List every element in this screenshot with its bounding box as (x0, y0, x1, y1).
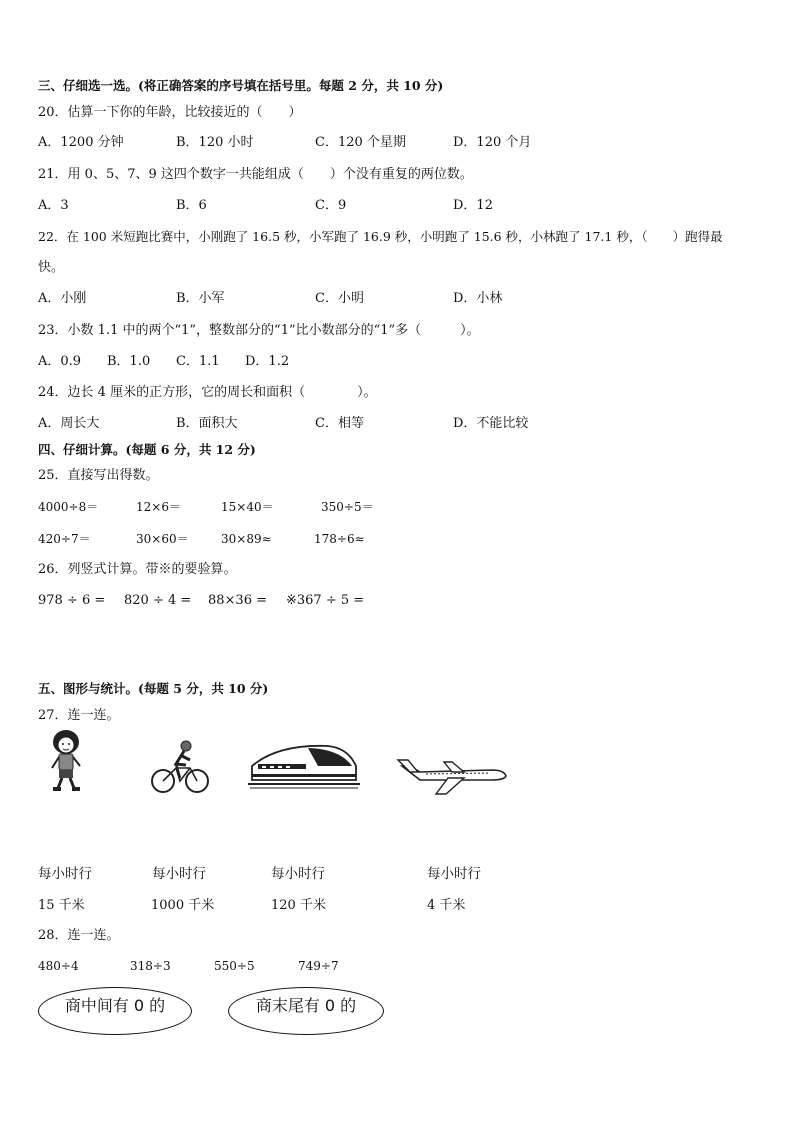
q28-item: 480÷4 (38, 959, 79, 973)
girl-walking-image (42, 728, 90, 794)
q21-option-c: C．9 (315, 198, 347, 213)
q22-text: 22．在 100 米短跑比赛中，小刚跑了 16.5 秒，小军跑了 16.9 秒，小明跑了 15.6 秒，小林跑了 17.1 秒，（ ）跑得最 (38, 229, 723, 244)
oval-middle-zero (38, 987, 192, 1035)
q20-option-a: A．1200 分钟 (38, 135, 124, 150)
q25-calc: 420÷7＝ (38, 532, 91, 546)
q24-option-d: D．不能比较 (453, 416, 529, 431)
cyclist-image (150, 738, 210, 796)
speed-value: 1000 千米 (151, 898, 215, 913)
speed-label: 每小时行 (271, 866, 325, 882)
speed-label: 每小时行 (427, 866, 481, 882)
q26-item: 978 ÷ 6 = (38, 593, 106, 608)
q24-text: 24．边长 4 厘米的正方形，它的周长和面积（ ）。 (38, 385, 377, 400)
q23-option-a: A．0.9 (38, 354, 82, 369)
q22-option-b: B．小军 (176, 291, 225, 306)
oval-end-zero (228, 987, 384, 1035)
q24-option-a: A．周长大 (38, 416, 100, 431)
q25-calc: 15×40＝ (221, 500, 274, 514)
speed-label: 每小时行 (38, 866, 92, 882)
q25-text: 25．直接写出得数。 (38, 468, 159, 483)
q22-option-a: A．小刚 (38, 291, 87, 306)
q26-item: 820 ÷ 4 = (124, 593, 192, 608)
section5-title: 五、图形与统计。(每题 5 分，共 10 分) (38, 681, 269, 696)
q22-text-cont: 快。 (38, 260, 65, 275)
q26-item: 88×36 = (208, 593, 268, 608)
speed-value: 4 千米 (427, 898, 466, 913)
q20-text: 20．估算一下你的年龄，比较接近的（ ） (38, 105, 302, 120)
q21-option-d: D．12 (453, 198, 493, 213)
q23-option-c: C．1.1 (176, 354, 220, 369)
q23-text: 23．小数 1.1 中的两个“1”，整数部分的“1”比小数部分的“1”多（ ）。 (38, 323, 480, 338)
q25-calc: 30×89≈ (221, 532, 272, 546)
q24-option-c: C．相等 (315, 416, 364, 431)
section4-title: 四、仔细计算。(每题 6 分，共 12 分) (38, 442, 256, 457)
speed-value: 120 千米 (271, 898, 326, 913)
speed-label: 每小时行 (152, 866, 206, 882)
q27-text: 27．连一连。 (38, 708, 120, 723)
q24-option-b: B．面积大 (176, 416, 238, 431)
q26-item: ※367 ÷ 5 = (286, 593, 365, 608)
high-speed-train-image (248, 740, 360, 792)
q23-option-d: D．1.2 (245, 354, 290, 369)
q28-text: 28．连一连。 (38, 928, 120, 943)
q20-option-c: C．120 个星期 (315, 135, 406, 150)
oval-label: 商中间有 0 的 (64, 995, 166, 1015)
q20-option-d: D．120 个月 (453, 135, 532, 150)
q25-calc: 4000÷8＝ (38, 500, 99, 514)
q25-calc: 12×6＝ (136, 500, 181, 514)
q28-item: 749÷7 (298, 959, 339, 973)
airplane-image (396, 748, 508, 796)
q22-option-c: C．小明 (315, 291, 364, 306)
q22-option-d: D．小林 (453, 291, 503, 306)
speed-value: 15 千米 (38, 898, 85, 913)
q25-calc: 30×60＝ (136, 532, 189, 546)
q21-option-b: B．6 (176, 198, 207, 213)
q21-option-a: A．3 (38, 198, 69, 213)
q28-item: 550÷5 (214, 959, 255, 973)
q25-calc: 178÷6≈ (314, 532, 365, 546)
oval-label: 商末尾有 0 的 (255, 995, 357, 1015)
q21-text: 21．用 0、5、7、9 这四个数字一共能组成（ ）个没有重复的两位数。 (38, 167, 473, 182)
q28-item: 318÷3 (130, 959, 171, 973)
q25-calc: 350÷5＝ (321, 500, 374, 514)
q23-option-b: B．1.0 (107, 354, 151, 369)
section3-title: 三、仔细选一选。(将正确答案的序号填在括号里。每题 2 分，共 10 分) (38, 78, 444, 93)
q26-text: 26．列竖式计算。带※的要验算。 (38, 562, 237, 577)
q20-option-b: B．120 小时 (176, 135, 254, 150)
